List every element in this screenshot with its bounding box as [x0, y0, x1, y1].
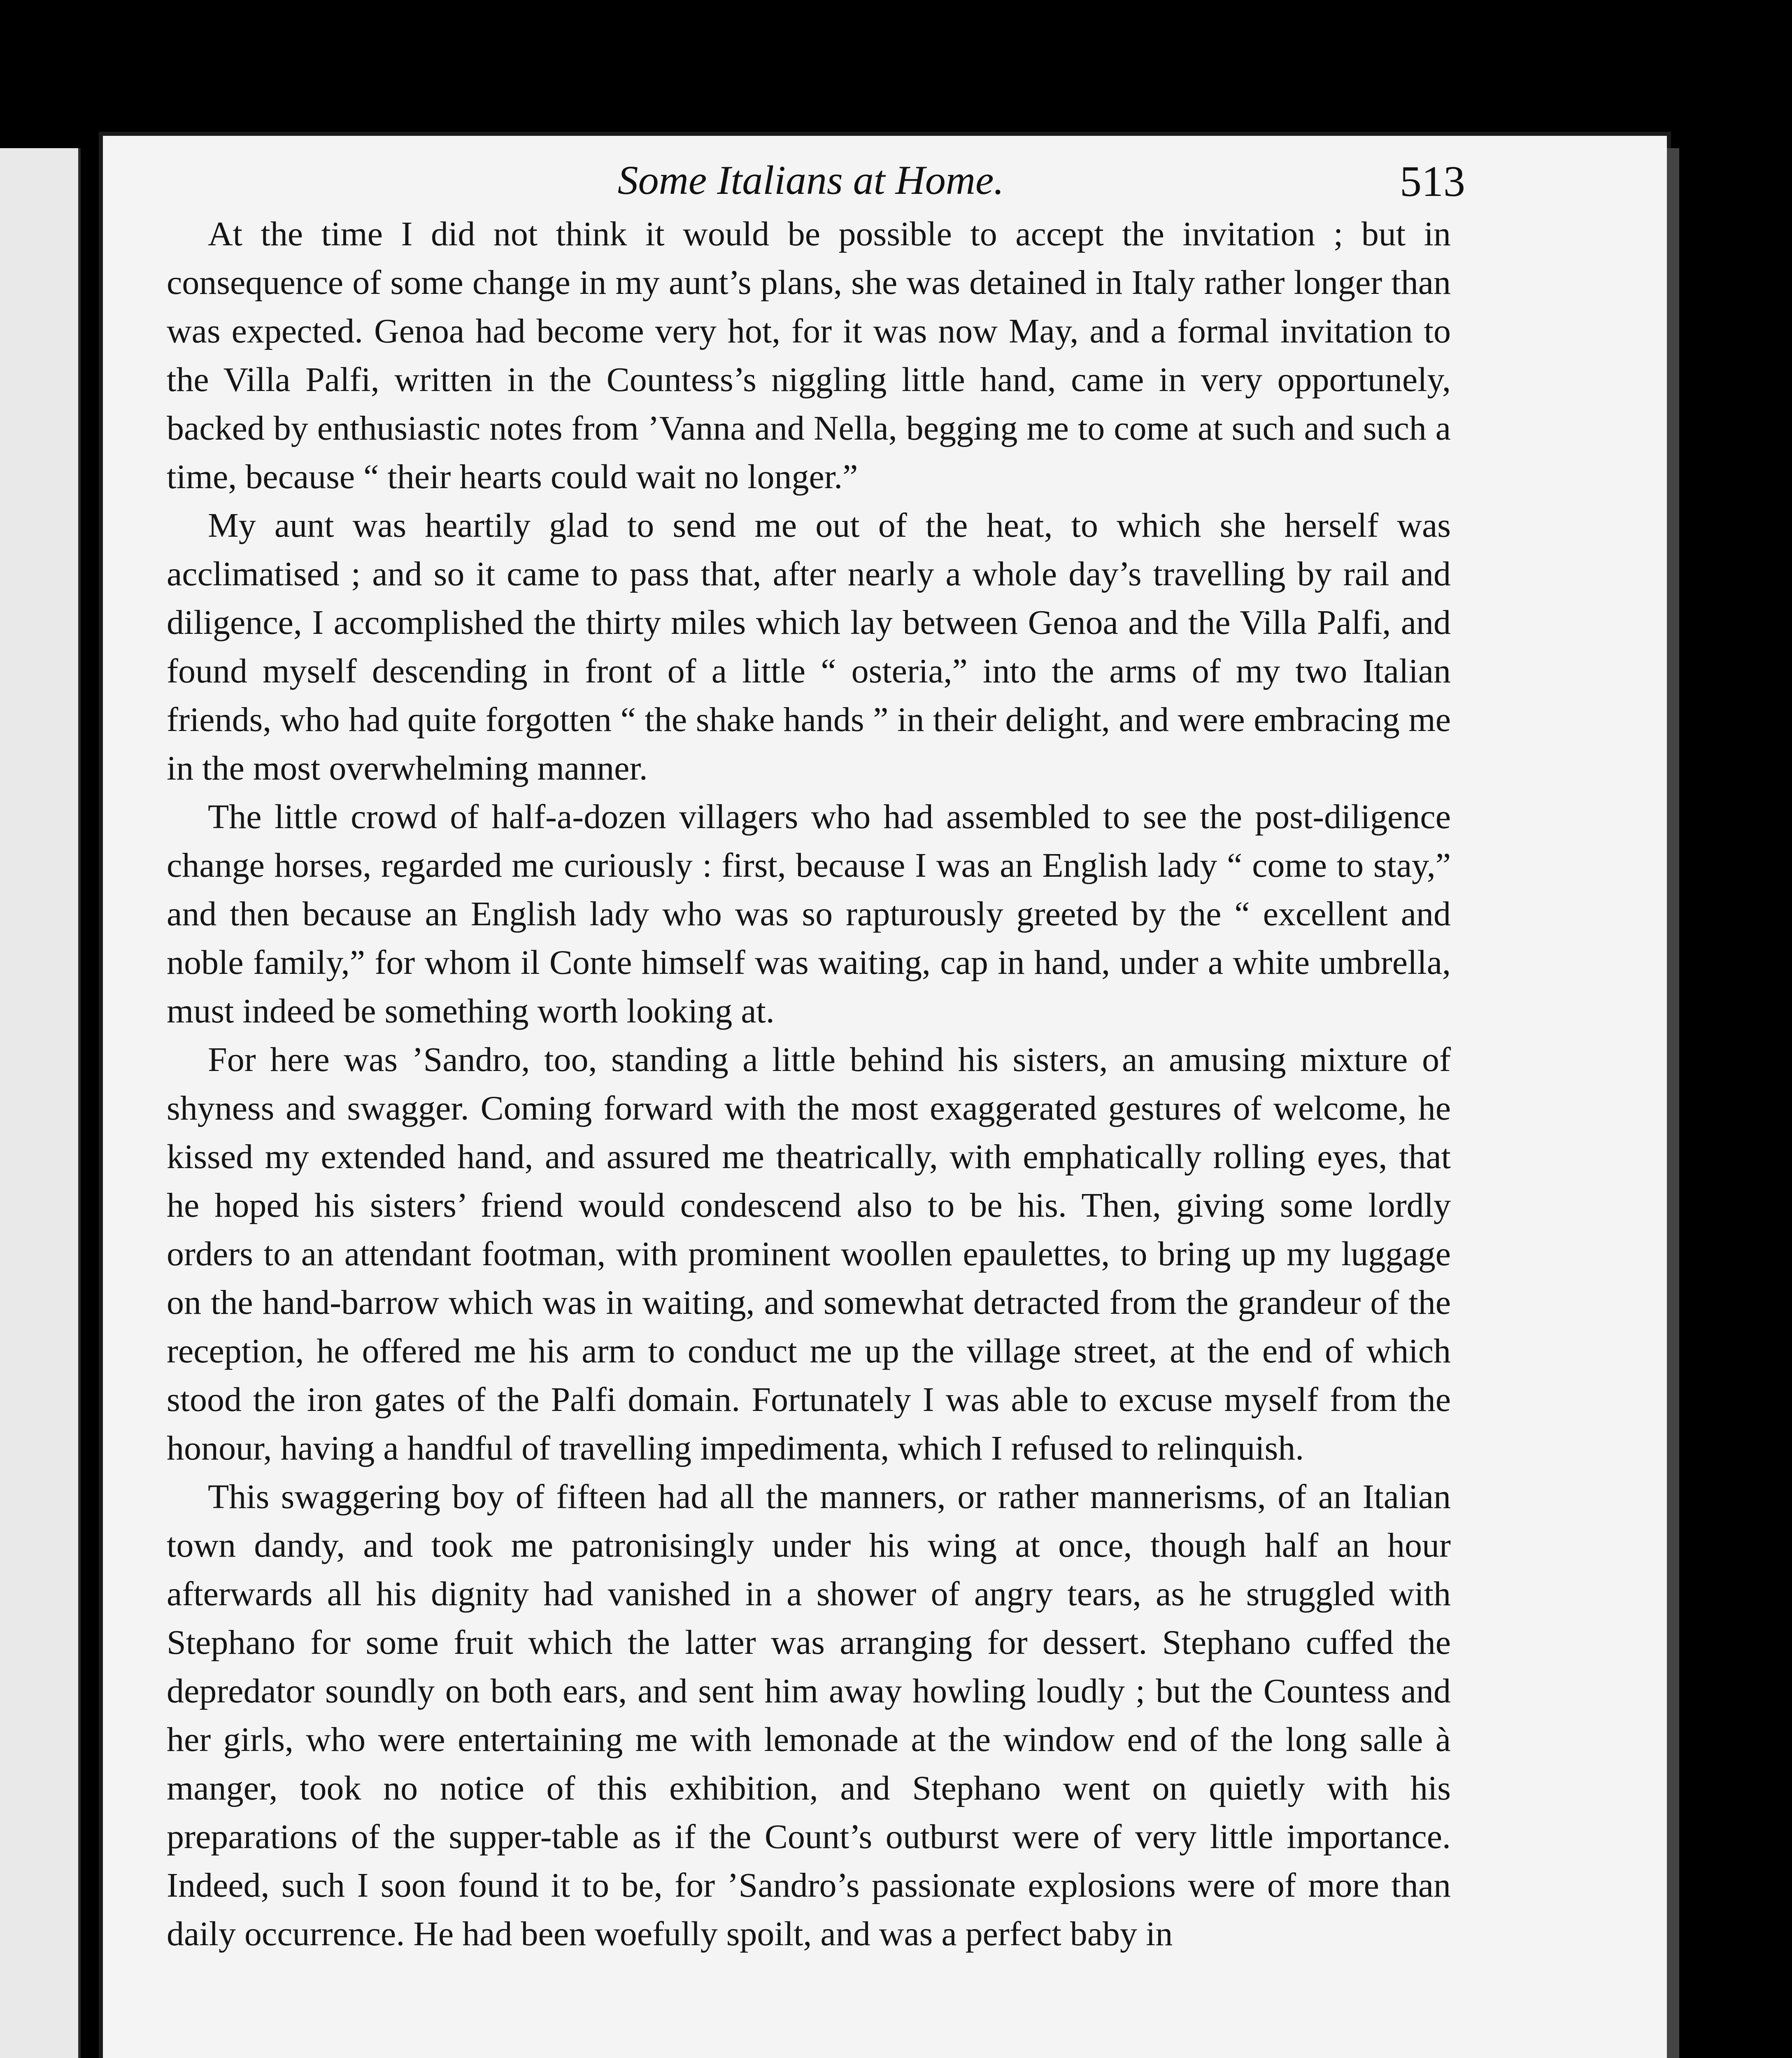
paragraph-5: This swaggering boy of fifteen had all the manners, or rather mannerisms, of an Italian town dandy, and took me patronisingly under his wing at once, though half an hour afterwards all his dignity had vanished in a shower of angry tears, as he struggled with Stephano for some fruit which the latter was arranging for dessert. Stephano cuffed the depredator soundly on both ears, and sent him away howling loudly ; but the Countess and her girls, who were entertaining me with lemonade at the window end of the long salle à manger, took no notice of this exhibition, and Stephano went on quietly with his preparations of the supper-table as if the Count’s outburst were of very little importance. Indeed, such I soon found it to be, for ’Sandro’s passionate explosions were of more than daily occurrence. He had been woefully spoilt, and was a perfect baby in	[167, 1478, 1451, 1953]
paragraph-4: For here was ’Sandro, too, standing a little behind his sisters, an amusing mixture of shyness and swagger. Coming forward with the most exaggerated gestures of welcome, he kissed my extended hand, and assured me theatrically, with emphatically rolling eyes, that he hoped his sisters’ friend would condescend also to be his. Then, giving some lordly orders to an attendant footman, with prominent woollen epaulettes, to bring up my luggage on the hand-barrow which was in waiting, and somewhat detracted from the grandeur of the reception, he offered me his arm to conduct me up the village street, at the end of which stood the iron gates of the Palfi domain. Fortunately I was able to excuse myself from the honour, having a handful of travelling impedimenta, which I refused to relinquish.	[167, 1041, 1451, 1467]
page-number: 513	[1400, 157, 1465, 205]
paragraph-1: At the time I did not think it would be possible to accept the invitation ; but in consequence of some change in my aunt’s plans, she was detained in Italy rather longer than was expected. Genoa had become very hot, for it was now May, and a formal invitation to the Villa Palfi, written in the Countess’s niggling little hand, came in very opportunely, backed by enthusiastic notes from ’Vanna and Nella, begging me to come at such and such a time, because “ their hearts could wait no longer.”	[167, 215, 1451, 496]
page-shadow	[1667, 148, 1679, 2058]
page-header	[156, 156, 1465, 206]
article-body	[167, 210, 1451, 1958]
paragraph-2: My aunt was heartily glad to send me out of the heat, to which she herself was acclimatised ; and so it came to pass that, after nearly a whole day’s travelling by rail and diligence, I accomplished the thirty miles which lay between Genoa and the Villa Palfi, and found myself descending in front of a little “ osteria,” into the arms of my two Italian friends, who had quite forgotten “ the shake hands ” in their delight, and were embracing me in the most overwhelming manner.	[167, 506, 1451, 787]
adjacent-page-edge	[0, 148, 81, 2058]
paragraph-3: The little crowd of half-a-dozen villagers who had assembled to see the post-diligence change horses, regarded me curiously : first, because I was an English lady “ come to stay,” and then because an English lady who was so rapturously greeted by the “ excellent and noble family,” for whom il Conte himself was waiting, cap in hand, under a white umbrella, must indeed be something worth looking at.	[167, 798, 1451, 1030]
running-title: Some Italians at Home.	[617, 157, 1004, 203]
